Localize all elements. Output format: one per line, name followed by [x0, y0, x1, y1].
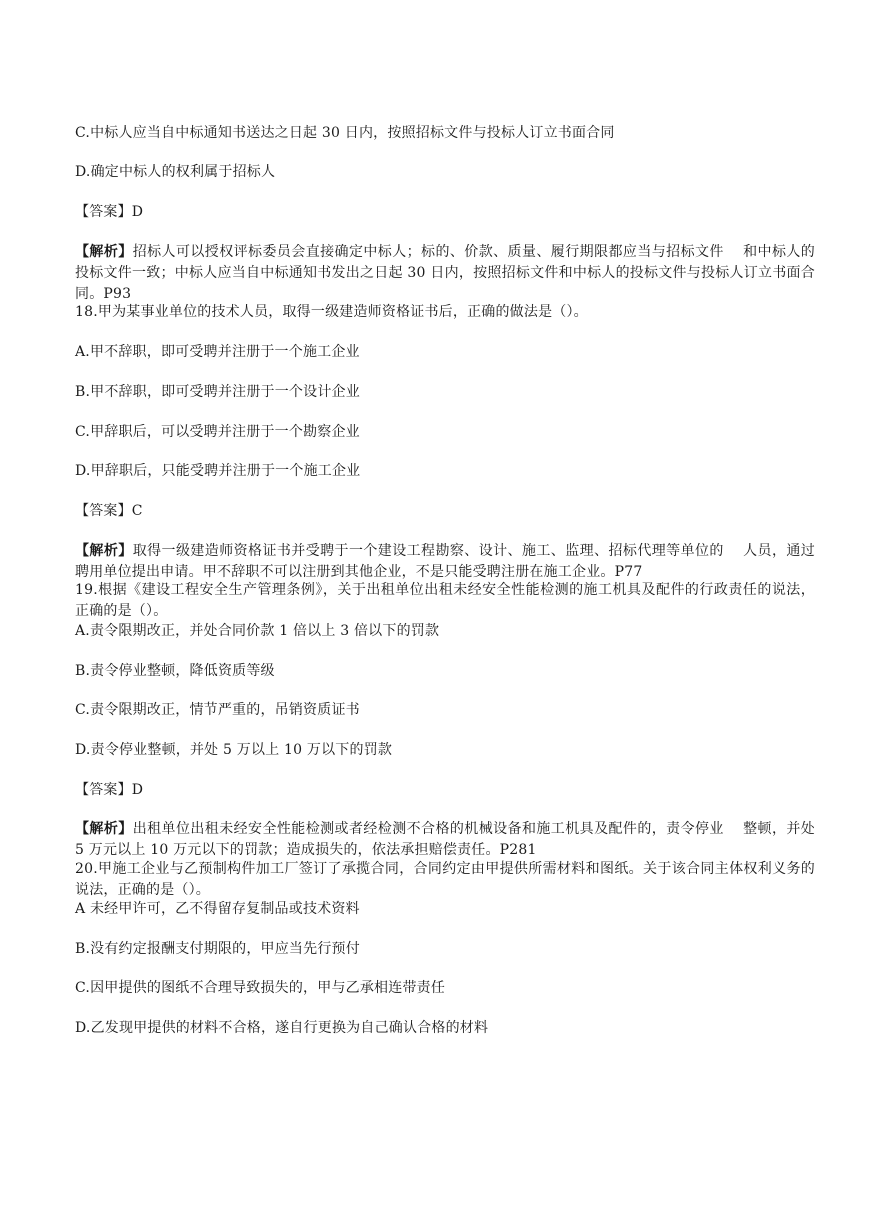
- option-c-q17: C.中标人应当自中标通知书送达之日起 30 日内，按照招标文件与投标人订立书面合同: [75, 125, 615, 141]
- analysis-q19: [75, 819, 815, 861]
- answer-q19: 【答案】D: [75, 782, 144, 798]
- answer-q18: 【答案】C: [75, 503, 143, 519]
- option-c-q18: C.甲辞职后，可以受聘并注册于一个勘察企业: [75, 424, 360, 440]
- option-b-q19: B.责令停业整顿，降低资质等级: [75, 663, 275, 679]
- option-d-q20: D.乙发现甲提供的材料不合格，遂自行更换为自己确认合格的材料: [75, 1020, 489, 1036]
- analysis-label: 【解析】: [75, 543, 133, 559]
- analysis-text: 招标人可以授权评标委员会直接确定中标人；标的、价款、质量、履行期限都应当与招标文件 和中标人的投标文件一致；中标人应当自中标通知书发出之日起 30 日内，按照招标文件和中标人的投标文件与投标人订立书面合同。P93: [75, 244, 815, 302]
- option-a-q20: A 未经甲许可，乙不得留存复制品或技术资料: [75, 901, 360, 917]
- analysis-q18: [75, 541, 815, 583]
- option-b-q18: B.甲不辞职，即可受聘并注册于一个设计企业: [75, 384, 360, 400]
- analysis-q17: [75, 242, 815, 305]
- option-d-q17: D.确定中标人的权利属于招标人: [75, 164, 276, 180]
- option-b-q20: B.没有约定报酬支付期限的，甲应当先行预付: [75, 941, 360, 957]
- option-d-q18: D.甲辞职后，只能受聘并注册于一个施工企业: [75, 463, 361, 479]
- analysis-label: 【解析】: [75, 244, 133, 260]
- option-c-q19: C.责令限期改正，情节严重的，吊销资质证书: [75, 702, 360, 718]
- analysis-label: 【解析】: [75, 821, 133, 837]
- option-d-q19: D.责令停业整顿，并处 5 万以上 10 万以下的罚款: [75, 742, 393, 758]
- question-18: 18.甲为某事业单位的技术人员，取得一级建造师资格证书后，正确的做法是（）。: [75, 304, 588, 320]
- question-19: 19.根据《建设工程安全生产管理条例》，关于出租单位出租未经安全性能检测的施工机具及配件的行政责任的说法，正确的是（）。: [75, 582, 815, 619]
- analysis-text: 出租单位出租未经安全性能检测或者经检测不合格的机械设备和施工机具及配件的，责令停业 整顿，并处 5 万元以上 10 万元以下的罚款；造成损失的，依法承担赔偿责任。P281: [75, 821, 815, 858]
- option-a-q18: A.甲不辞职，即可受聘并注册于一个施工企业: [75, 344, 360, 360]
- option-a-q19: A.责令限期改正，并处合同价款 1 倍以上 3 倍以下的罚款: [75, 623, 440, 639]
- option-c-q20: C.因甲提供的图纸不合理导致损失的，甲与乙承相连带责任: [75, 980, 446, 996]
- analysis-text: 取得一级建造师资格证书并受聘于一个建设工程勘察、设计、施工、监理、招标代理等单位的 人员，通过聘用单位提出申请。甲不辞职不可以注册到其他企业，不是只能受聘注册在施工企业。P77: [75, 543, 815, 580]
- answer-q17: 【答案】D: [75, 204, 144, 220]
- question-20: 20.甲施工企业与乙预制构件加工厂签订了承揽合同，合同约定由甲提供所需材料和图纸。关于该合同主体权利义务的说法，正确的是（）。: [75, 861, 815, 898]
